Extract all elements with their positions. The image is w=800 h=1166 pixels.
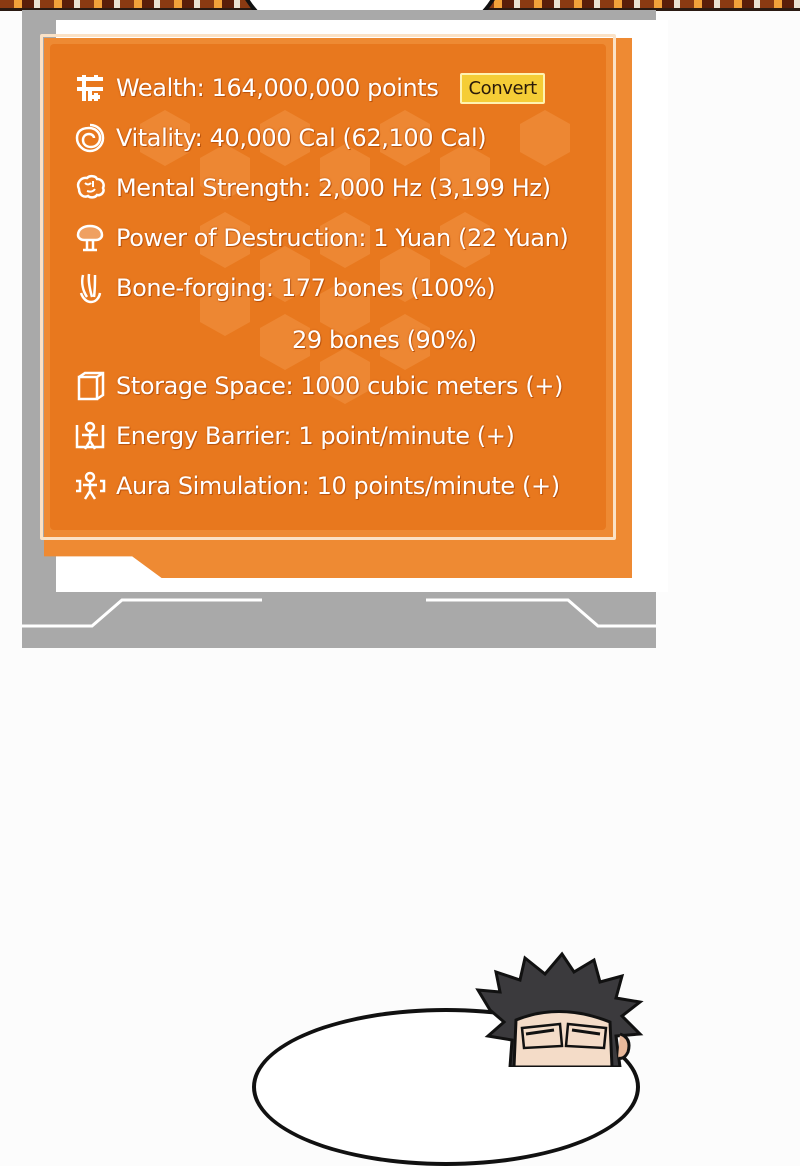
stat-text: Power of Destruction: 1 Yuan (22 Yuan) bbox=[116, 224, 569, 252]
stat-row-power-of-destruction bbox=[70, 216, 568, 260]
shield-figure-icon bbox=[70, 416, 110, 456]
stat-row-wealth bbox=[70, 66, 545, 110]
stat-row-energy-barrier bbox=[70, 414, 514, 458]
stat-row-aura-simulation bbox=[70, 464, 560, 508]
stat-text: Wealth: 164,000,000 points bbox=[116, 74, 439, 102]
stat-text: Energy Barrier: 1 point/minute (+) bbox=[116, 422, 515, 450]
box-icon bbox=[70, 366, 110, 406]
stat-row-vitality bbox=[70, 116, 486, 160]
brain-icon bbox=[70, 168, 110, 208]
window-bottom-decoration bbox=[22, 580, 656, 648]
mushroom-cloud-icon bbox=[70, 218, 110, 258]
stat-row-bone-forging-extra bbox=[70, 318, 477, 362]
currency-icon bbox=[70, 68, 110, 108]
stat-text: Aura Simulation: 10 points/minute (+) bbox=[116, 472, 560, 500]
convert-button[interactable]: Convert bbox=[460, 73, 544, 104]
stat-text: Storage Space: 1000 cubic meters (+) bbox=[116, 372, 563, 400]
stat-row-mental-strength bbox=[70, 166, 551, 210]
stat-row-bone-forging bbox=[70, 266, 495, 310]
aura-figure-icon bbox=[70, 466, 110, 506]
stat-row-storage-space bbox=[70, 364, 563, 408]
stat-text: Bone-forging: 177 bones (100%) bbox=[116, 274, 496, 302]
stat-text: Vitality: 40,000 Cal (62,100 Cal) bbox=[116, 124, 487, 152]
spiral-icon bbox=[70, 118, 110, 158]
character-head bbox=[470, 950, 670, 1067]
stat-text: 29 bones (90%) bbox=[292, 326, 477, 354]
claw-icon bbox=[70, 268, 110, 308]
stat-text: Mental Strength: 2,000 Hz (3,199 Hz) bbox=[116, 174, 551, 202]
